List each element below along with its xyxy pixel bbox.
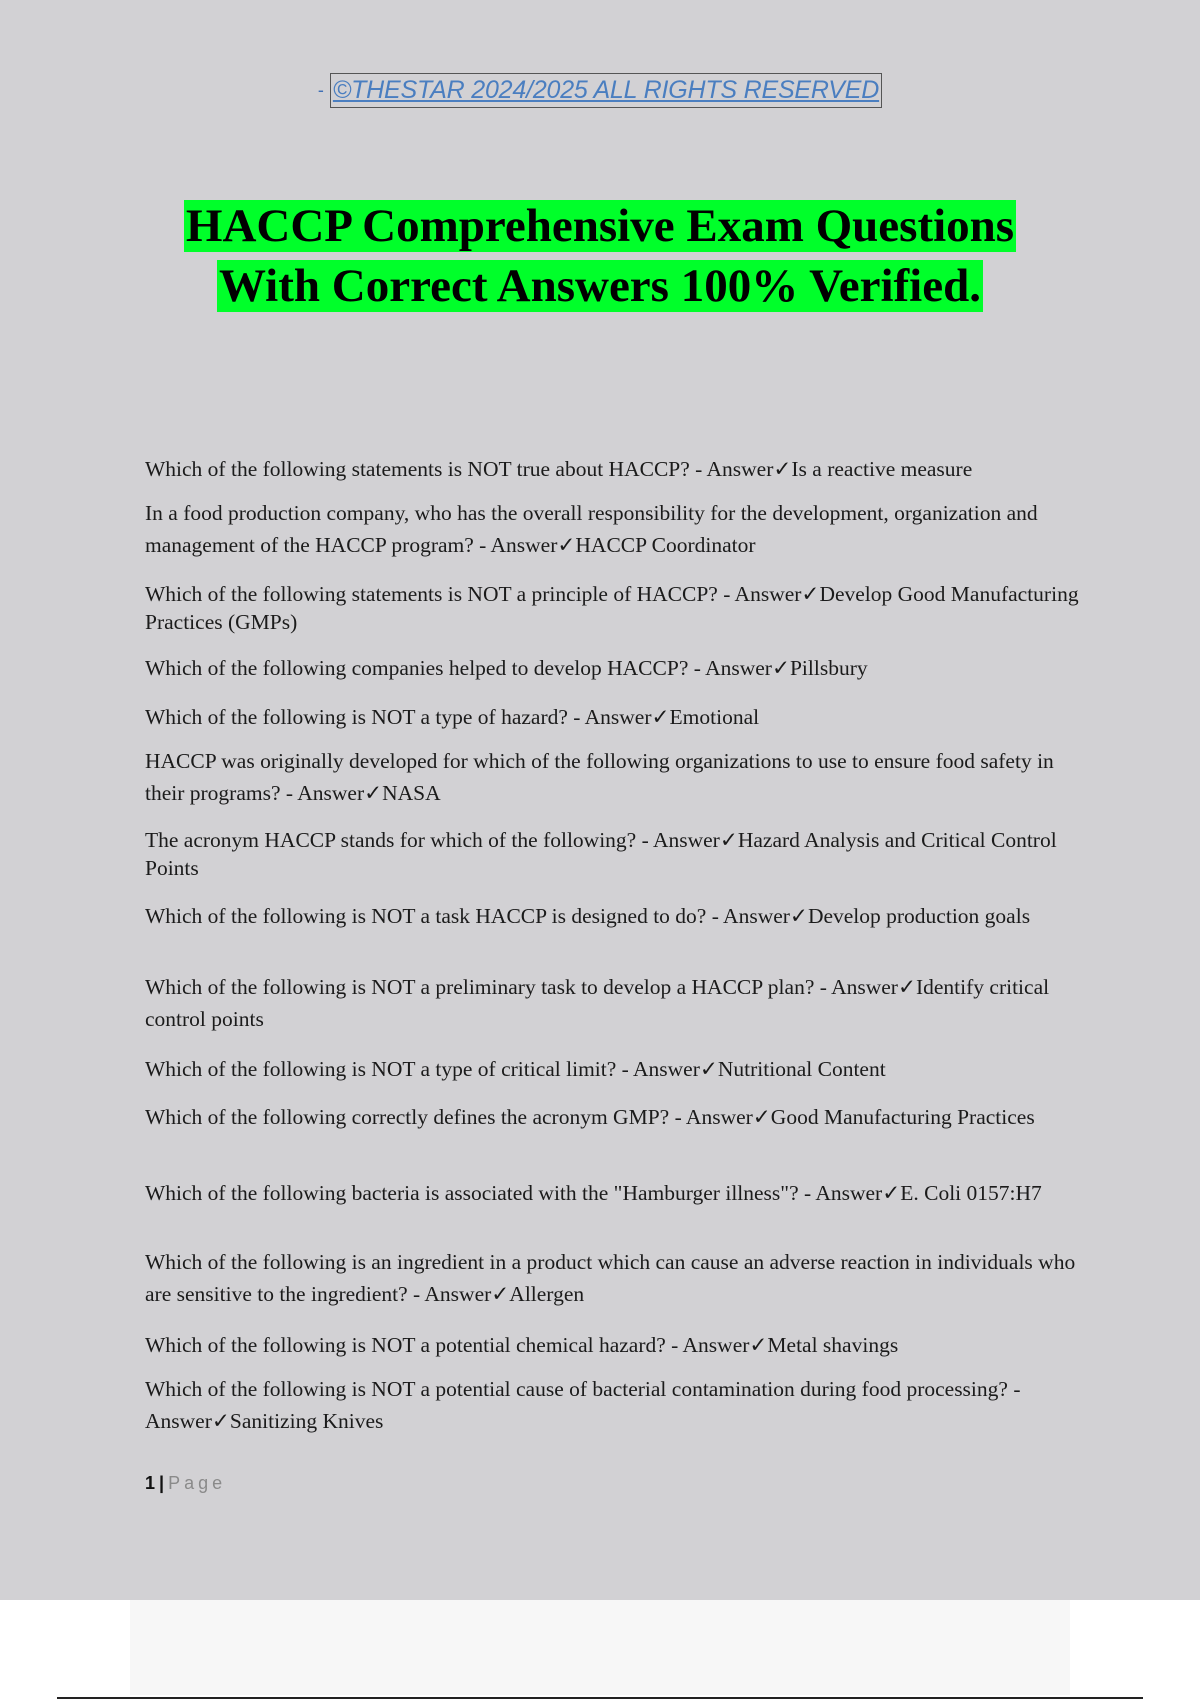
title-line-1: HACCP Comprehensive Exam Questions [185, 200, 1015, 252]
document-title [0, 196, 1200, 316]
page-label: Page [168, 1473, 227, 1493]
page-footer [145, 1473, 226, 1494]
copyright-header [0, 73, 1200, 108]
qa-item: In a food production company, who has the overall responsibility for the development, organization and management of the HACCP program? - Answer✓HACCP Coordinator [145, 501, 1038, 557]
qa-item: Which of the following is an ingredient in a product which can cause an adverse reaction in individuals who are sensitive to the ingredient? - Answer✓Allergen [145, 1250, 1076, 1306]
next-page-edge [130, 1600, 1070, 1695]
qa-item: Which of the following statements is NOT true about HACCP? - Answer✓Is a reactive measure [145, 457, 973, 481]
header-bullet: - [317, 80, 324, 100]
bottom-divider [57, 1697, 1143, 1699]
qa-item: The acronym HACCP stands for which of the following? - Answer✓Hazard Analysis and Critical Control Points [145, 828, 1057, 880]
footer-separator: | [159, 1473, 165, 1493]
qa-item: Which of the following bacteria is associated with the "Hamburger illness"? - Answer✓E. Coli 0157:H7 [145, 1181, 1042, 1205]
title-line-2: With Correct Answers 100% Verified. [219, 260, 981, 312]
page-number: 1 [145, 1473, 156, 1493]
qa-item: Which of the following correctly defines the acronym GMP? - Answer✓Good Manufacturing Practices [145, 1105, 1035, 1129]
qa-item: Which of the following is NOT a potential cause of bacterial contamination during food processing? - Answer✓Sanitizing Knives [145, 1377, 1021, 1433]
qa-item: Which of the following is NOT a type of critical limit? - Answer✓Nutritional Content [145, 1057, 886, 1081]
copyright-notice: ©THESTAR 2024/2025 ALL RIGHTS RESERVED [330, 73, 882, 108]
qa-item: HACCP was originally developed for which of the following organizations to use to ensure food safety in their programs? - Answer✓NASA [145, 749, 1054, 805]
qa-item: Which of the following is NOT a potential chemical hazard? - Answer✓Metal shavings [145, 1333, 899, 1357]
qa-item: Which of the following statements is NOT a principle of HACCP? - Answer✓Develop Good Manufacturing Practices (GMPs) [145, 582, 1079, 634]
qa-item: Which of the following is NOT a task HACCP is designed to do? - Answer✓Develop production goals [145, 904, 1031, 928]
qa-item: Which of the following is NOT a type of hazard? - Answer✓Emotional [145, 705, 760, 729]
qa-item: Which of the following is NOT a preliminary task to develop a HACCP plan? - Answer✓Identify critical control points [145, 975, 1050, 1031]
qa-item: Which of the following companies helped to develop HACCP? - Answer✓Pillsbury [145, 656, 868, 680]
